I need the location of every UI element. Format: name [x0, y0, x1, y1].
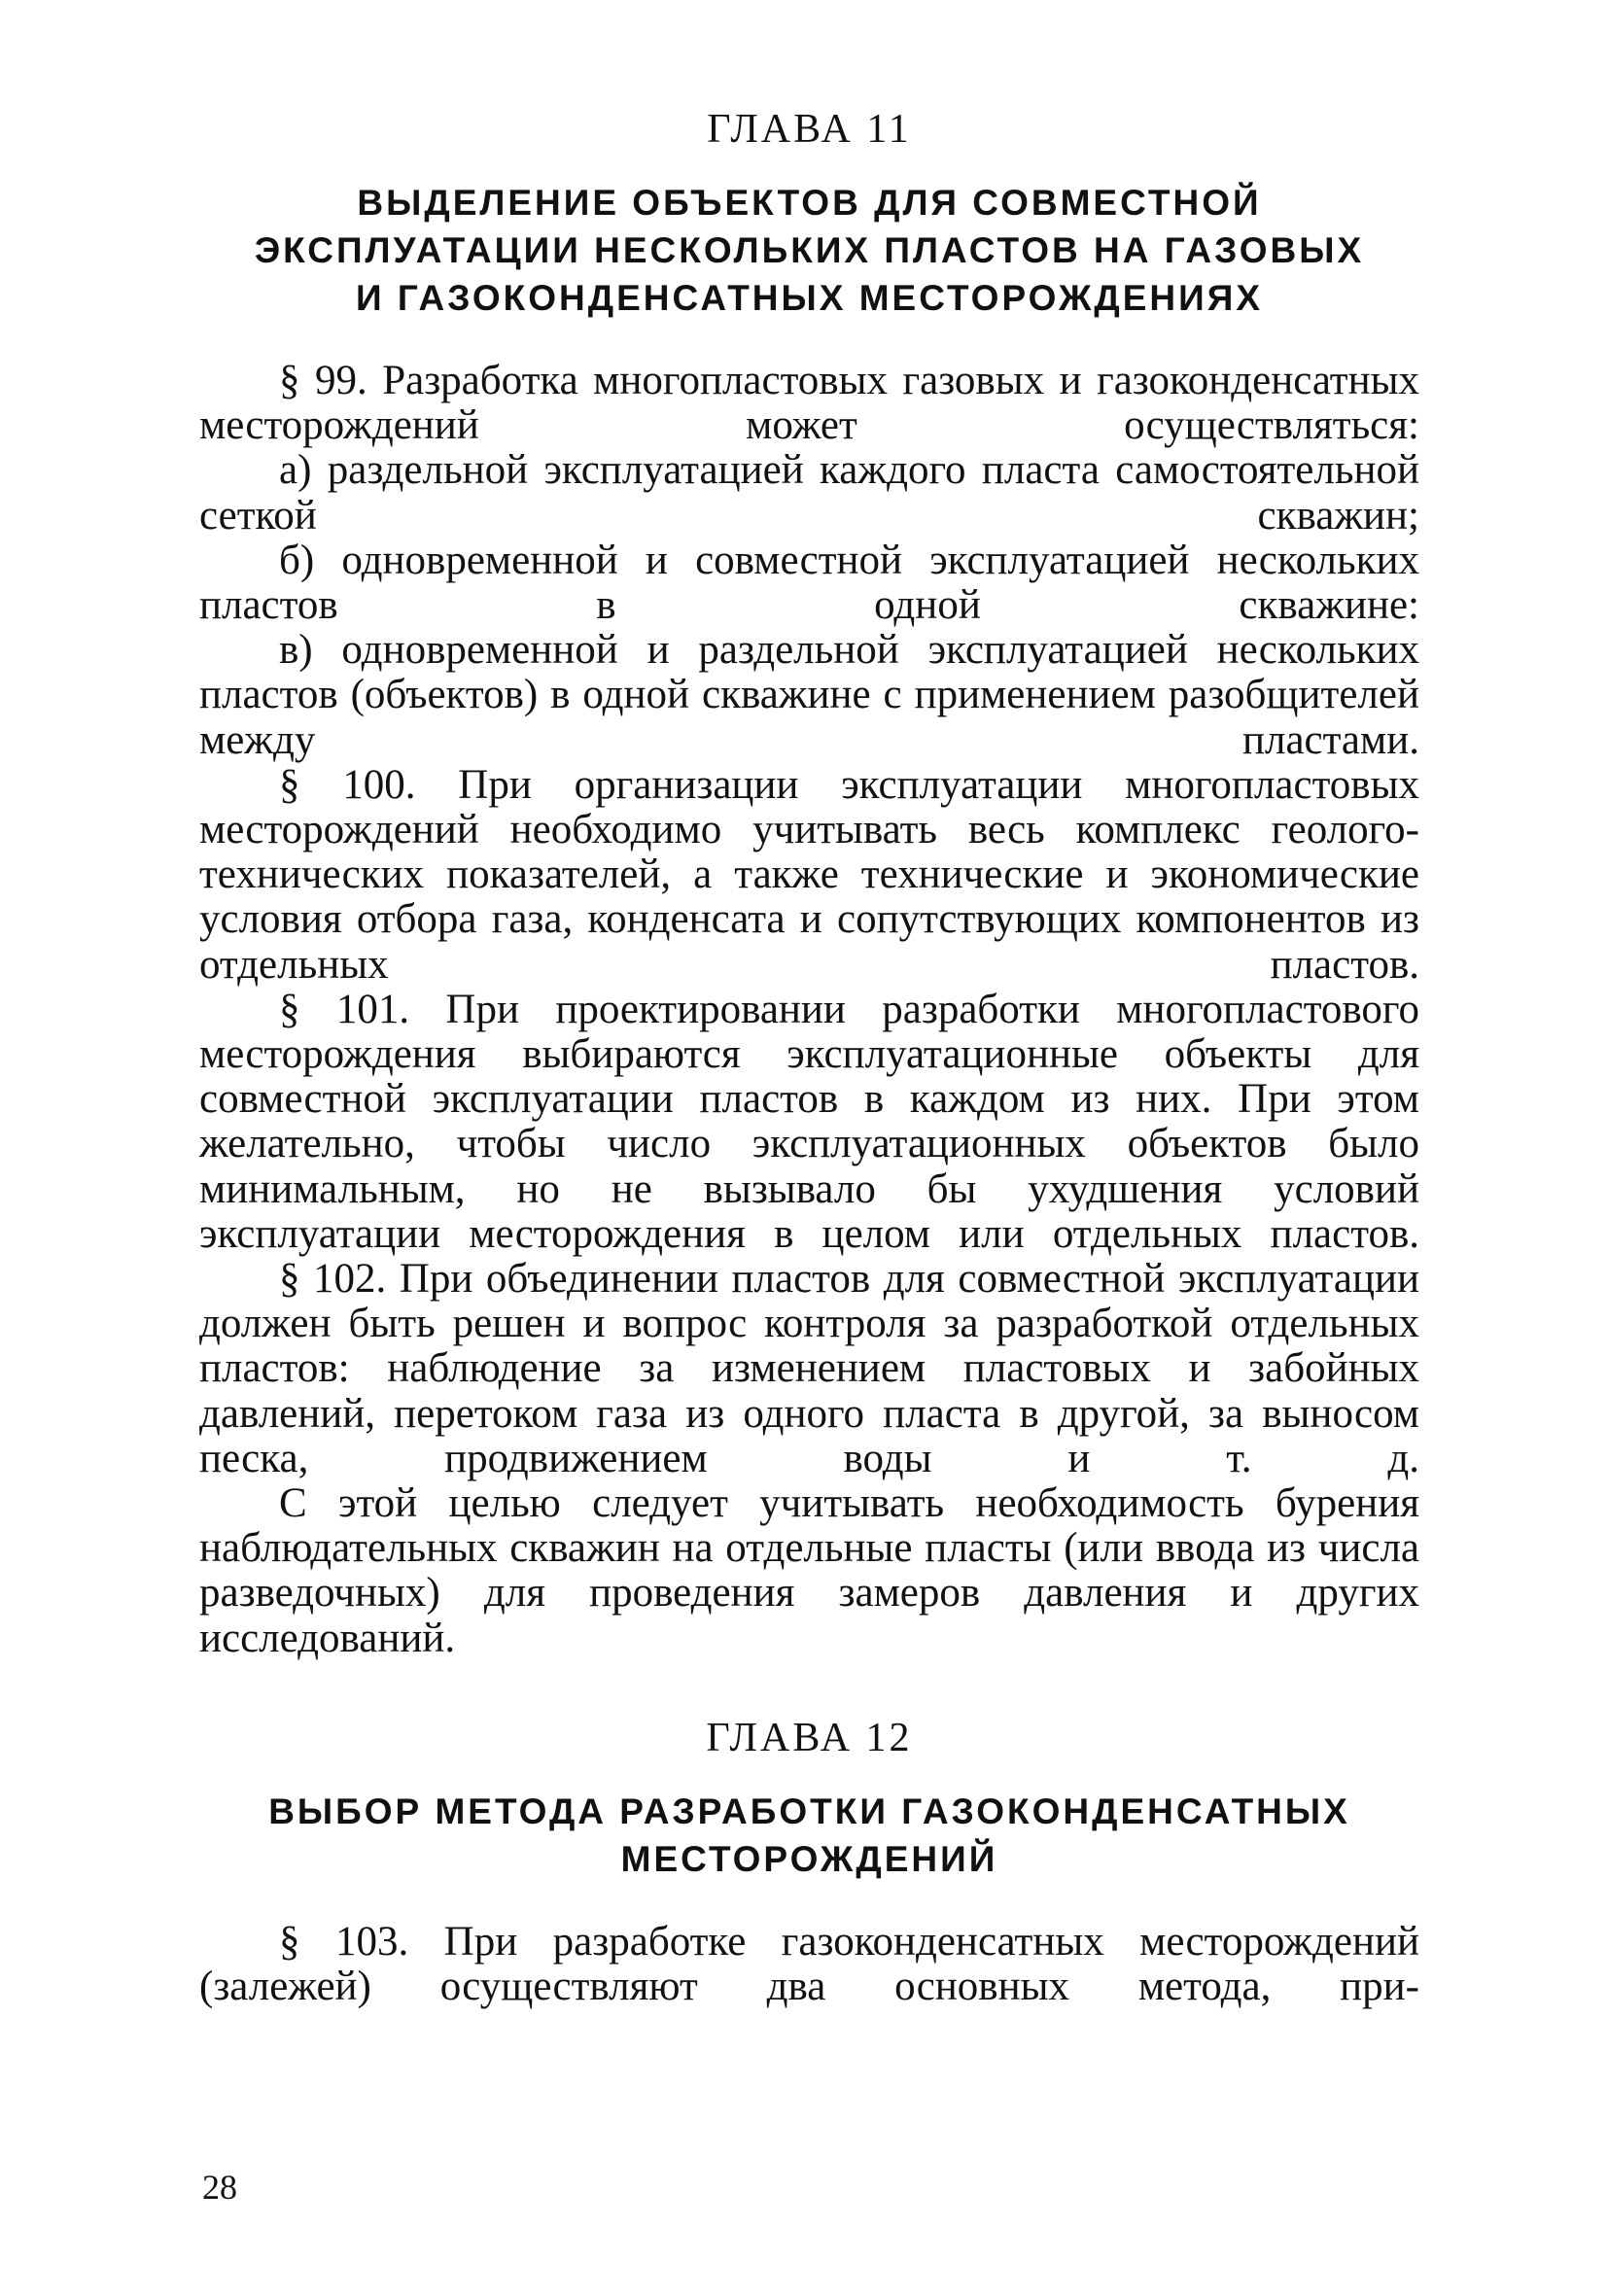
- section-spacer: [199, 1661, 1419, 1714]
- chapter-11-label: ГЛАВА 11: [707, 107, 912, 152]
- paragraph-103: § 103. При разработке газоконденсатных месторождений (залежей) осуществляют два основных метода, при-: [199, 1918, 1419, 2010]
- paragraph-99-item-a: а) раздельной эксплуатацией каждого пласта самостоятельной сеткой скважин;: [199, 447, 1419, 539]
- chapter-11-title-line: И ГАЗОКОНДЕНСАТНЫХ МЕСТОРОЖДЕНИЯХ: [355, 278, 1264, 318]
- paragraph-99-item-b: б) одновременной и совместной эксплуатацией нескольких пластов в одной скважине:: [199, 537, 1419, 629]
- paragraph-100: § 100. При организации эксплуатации многопластовых месторождений необходимо учитывать весь комплекс геолого-технических показателей, а также технические и экономические условия отбора газа, конденсата и сопутствующих компонентов из отдельных пластов.: [199, 761, 1419, 988]
- chapter-12-title-line: ВЫБОР МЕТОДА РАЗРАБОТКИ ГАЗОКОНДЕНСАТНЫХ: [268, 1791, 1350, 1831]
- chapter-12-title: [199, 1788, 1419, 1883]
- page-content: [199, 105, 1419, 2009]
- paragraph-99: § 99. Разработка многопластовых газовых и газоконденсатных месторождений может осуществляться:: [199, 358, 1419, 449]
- chapter-12-label: ГЛАВА 12: [706, 1715, 913, 1760]
- paragraph-102: § 102. При объединении пластов для совместной эксплуатации должен быть решен и вопрос контроля за разработкой отдельных пластов: наблюдение за изменением пластовых и забойных давлений, перетоком газа из одного пласта в другой, за выносом песка, продвижением воды и т. д.: [199, 1256, 1419, 1481]
- chapter-12-title-line: МЕСТОРОЖДЕНИЙ: [620, 1838, 998, 1879]
- paragraph-101: § 101. При проектировании разработки многопластового месторождения выбираются эксплуатационные объекты для совместной эксплуатации пластов в каждом из них. При этом желательно, чтобы число эксплуатационных объектов было минимальным, но не вызывало бы ухудшения условий эксплуатации месторождения в целом или отдельных пластов.: [199, 986, 1419, 1257]
- chapter-11-title-line: ВЫДЕЛЕНИЕ ОБЪЕКТОВ ДЛЯ СОВМЕСТНОЙ: [357, 183, 1262, 223]
- chapter-11-title: [199, 179, 1419, 322]
- chapter-11-title-line: ЭКСПЛУАТАЦИИ НЕСКОЛЬКИХ ПЛАСТОВ НА ГАЗОВЫХ: [254, 230, 1365, 270]
- page-number: 28: [202, 2168, 237, 2207]
- paragraph-102-continuation: С этой целью следует учитывать необходимость бурения наблюдательных скважин на отдельные пласты (или ввода из числа разведочных) для проведения замеров давления и других исследований.: [199, 1480, 1419, 1661]
- paragraph-99-item-c: в) одновременной и раздельной эксплуатацией нескольких пластов (объектов) в одной скважине с применением разобщителей между пластами.: [199, 627, 1419, 763]
